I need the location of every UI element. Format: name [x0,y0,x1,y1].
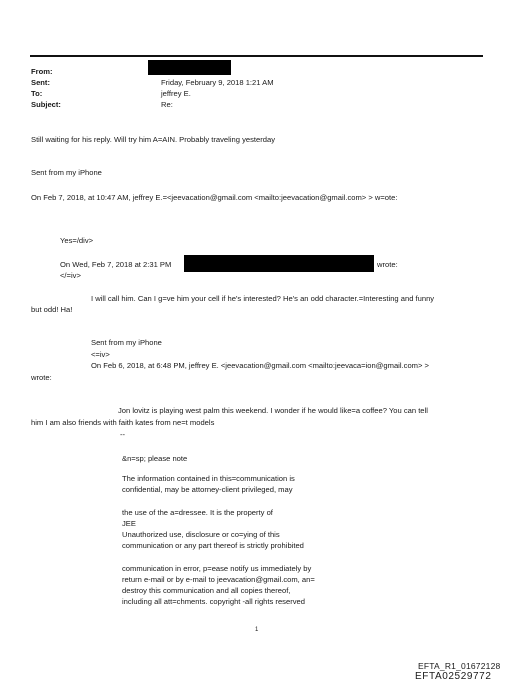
disclaimer-line: Unauthorized use, disclosure or co=ying of this [122,530,280,539]
wed-header-prefix: On Wed, Feb 7, 2018 at 2:31 PM [60,260,172,269]
jon-line-2: him I am also friends with faith kates from ne=t models [31,418,215,427]
efta-id-small: EFTA_R1_01672128 [418,661,501,671]
disclaimer-line: JEE [122,519,136,528]
sent-from-iphone-1: Sent from my iPhone [31,168,102,177]
header-rule [30,55,483,57]
disclaimer-line: confidential, may be attorney-client privileged, may [122,485,293,494]
yes-div: Yes=/div> [60,236,94,245]
body-line-1: Still waiting for his reply. Will try him A=AIN. Probably traveling yesterday [31,135,276,144]
subject-label: Subject: [31,100,61,109]
to-label: To: [31,89,43,98]
sent-value: Friday, February 9, 2018 1:21 AM [161,78,274,87]
disclaimer-line: destroy this communication and all copies thereof, [122,586,291,595]
subject-value: Re: [161,100,173,109]
disclaimer-line: including all att=chments. copyright -all rights reserved [122,597,305,606]
sent-label: Sent: [31,78,50,87]
redaction-wed-sender [184,255,374,272]
page-number: 1 [255,627,259,633]
open-div: <=iv> [91,350,110,359]
disclaimer-line: the use of the a=dressee. It is the property of [122,508,273,517]
to-value: jeffrey E. [161,89,191,98]
please-note: &n=sp; please note [122,454,188,463]
quote-header-1: On Feb 7, 2018, at 10:47 AM, jeffrey E.=<jeevacation@gmail.com <mailto:jeevacation@gmail.com> > w=ote: [31,193,398,202]
call-line-2: but odd! Ha! [31,305,73,314]
disclaimer-line: communication or any part thereof is strictly prohibited [122,541,304,550]
from-label: From: [31,67,53,76]
close-div: </=iv> [60,271,81,280]
call-line-1: I will call him. Can I g=ve him your cell if he's interested? He's an odd character.=Interesting and funny [91,294,435,303]
redaction-from [148,60,231,75]
dashes: -- [120,430,126,439]
disclaimer-line: return e-mail or by e-mail to jeevacation@gmail.com, an= [122,575,315,584]
disclaimer-line: The information contained in this=communication is [122,474,295,483]
sent-from-iphone-2: Sent from my iPhone [91,338,162,347]
jon-line-1: Jon lovitz is playing west palm this weekend. I wonder if he would like=a coffee? You can tell [118,406,428,415]
wed-header-suffix: wrote: [377,260,398,269]
wrote-label: wrote: [31,373,52,382]
disclaimer-line: communication in error, p=ease notify us immediately by [122,564,312,573]
feb6-header: On Feb 6, 2018, at 6:48 PM, jeffrey E. <jeevacation@gmail.com <mailto:jeevaca=ion@gmail.com> > [91,361,429,370]
efta-id-large: EFTA02529772 [415,671,492,682]
